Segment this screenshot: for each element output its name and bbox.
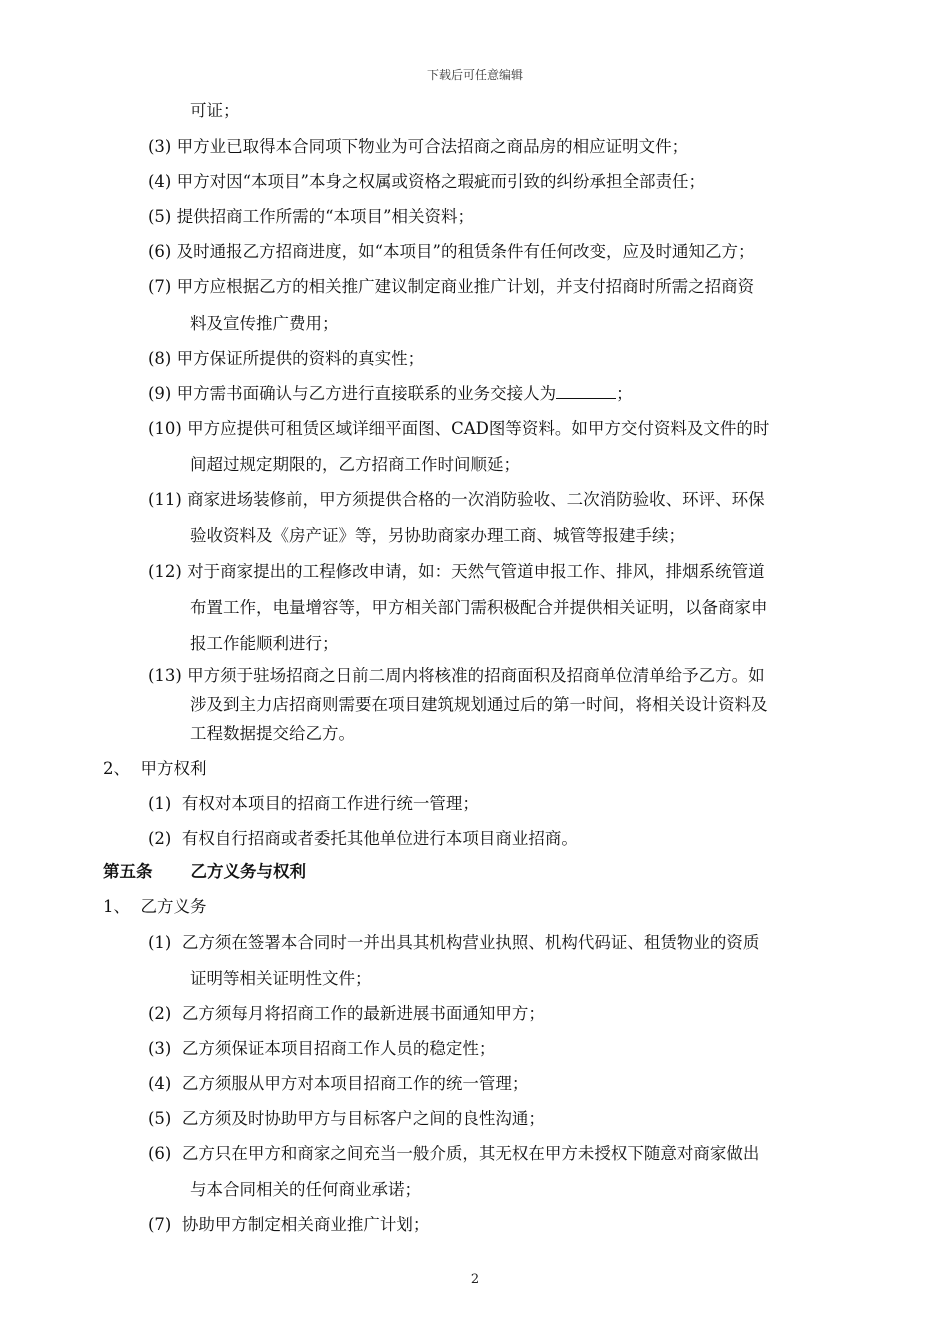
list-item	[148, 562, 765, 582]
item-text: 商家进场装修前，甲方须提供合格的一次消防验收、二次消防验收、环评、环保	[187, 490, 765, 509]
list-item	[148, 172, 705, 192]
item-continuation: 报工作能顺利进行；	[190, 634, 339, 653]
item-text: 甲方对因“本项目”本身之权属或资格之瑕疵而引致的纠纷承担全部责任；	[176, 172, 705, 191]
section-title: 乙方义务	[140, 897, 207, 916]
item-text: 及时通报乙方招商进度，如“本项目”的租赁条件有任何改变，应及时通知乙方；	[176, 242, 755, 261]
page-header: 下载后可任意编辑	[426, 68, 523, 82]
list-item	[148, 207, 474, 227]
item-text: 乙方须在签署本合同时一并出具其机构营业执照、机构代码证、租赁物业的资质	[181, 933, 760, 952]
list-item	[148, 1039, 495, 1059]
list-item	[148, 419, 769, 439]
item-number: (12)	[148, 562, 182, 581]
item-continuation: 验收资料及《房产证》等，另协助商家办理工商、城管等报建手续；	[190, 526, 685, 545]
item-text: 甲方应根据乙方的相关推广建议制定商业推广计划，并支付招商时所需之招商资	[176, 277, 755, 296]
item-number: (6)	[148, 242, 172, 261]
list-item	[148, 933, 759, 953]
article-title: 乙方义务与权利	[190, 862, 306, 881]
item-continuation: 布置工作，电量增容等，甲方相关部门需积极配合并提供相关证明，以备商家申	[190, 598, 768, 617]
item-text: 提供招商工作所需的“本项目”相关资料；	[176, 207, 474, 226]
section-title: 甲方权利	[140, 759, 207, 778]
item-continuation: 涉及到主力店招商则需要在项目建筑规划通过后的第一时间，将相关设计资料及	[190, 695, 768, 714]
section-heading	[103, 759, 207, 779]
item-number: (3)	[148, 1039, 172, 1058]
item-continuation: 料及宣传推广费用；	[190, 314, 339, 333]
item-continuation: 间超过规定期限的，乙方招商工作时间顺延；	[190, 455, 520, 474]
item-text: 乙方须服从甲方对本项目招商工作的统一管理；	[181, 1074, 529, 1093]
item-number: (9)	[148, 384, 172, 403]
item-tail: ；	[616, 384, 633, 403]
list-item	[148, 137, 688, 157]
item-number: (2)	[148, 829, 172, 848]
item-text: 乙方须保证本项目招商工作人员的稳定性；	[181, 1039, 496, 1058]
list-item	[148, 277, 754, 297]
section-number: 2、	[103, 759, 130, 778]
continued-line: 可证；	[190, 101, 240, 120]
item-text: 乙方须及时协助甲方与目标客户之间的良性沟通；	[181, 1109, 545, 1128]
item-number: (13)	[148, 666, 182, 685]
item-number: (5)	[148, 1109, 172, 1128]
list-item	[148, 829, 578, 849]
list-item	[148, 490, 765, 510]
item-number: (10)	[148, 419, 182, 438]
item-number: (4)	[148, 172, 172, 191]
item-number: (2)	[148, 1004, 172, 1023]
item-text: 甲方业已取得本合同项下物业为可合法招商之商品房的相应证明文件；	[176, 137, 689, 156]
list-item	[148, 666, 765, 686]
item-text: 乙方须每月将招商工作的最新进展书面通知甲方；	[181, 1004, 545, 1023]
fill-in-blank	[556, 384, 616, 399]
item-number: (4)	[148, 1074, 172, 1093]
page-number: 2	[470, 1272, 480, 1287]
item-text: 乙方只在甲方和商家之间充当一般介质，其无权在甲方未授权下随意对商家做出	[181, 1144, 760, 1163]
item-number: (8)	[148, 349, 172, 368]
item-text: 甲方须于驻场招商之日前二周内将核准的招商面积及招商单位清单给予乙方。如	[187, 666, 765, 685]
item-number: (1)	[148, 933, 172, 952]
item-continuation: 证明等相关证明性文件；	[190, 969, 372, 988]
list-item	[148, 794, 479, 814]
item-text: 协助甲方制定相关商业推广计划；	[181, 1215, 430, 1234]
list-item	[148, 1144, 759, 1164]
item-continuation: 与本合同相关的任何商业承诺；	[190, 1180, 421, 1199]
item-text: 有权对本项目的招商工作进行统一管理；	[181, 794, 479, 813]
item-number: (7)	[148, 277, 172, 296]
list-item	[148, 242, 755, 262]
article-heading	[103, 862, 306, 882]
list-item	[148, 349, 424, 369]
section-heading	[103, 897, 207, 917]
item-number: (5)	[148, 207, 172, 226]
item-number: (11)	[148, 490, 182, 509]
item-number: (1)	[148, 794, 172, 813]
list-item	[148, 1074, 528, 1094]
item-text: 甲方应提供可租赁区域详细平面图、CAD图等资料。如甲方交付资料及文件的时	[187, 419, 770, 438]
item-text: 对于商家提出的工程修改申请，如：天然气管道申报工作、排风，排烟系统管道	[187, 562, 765, 581]
list-item	[148, 1215, 429, 1235]
list-item	[148, 1004, 545, 1024]
item-number: (3)	[148, 137, 172, 156]
item-text: 有权自行招商或者委托其他单位进行本项目商业招商。	[181, 829, 578, 848]
list-item	[148, 384, 633, 404]
item-text: 甲方保证所提供的资料的真实性；	[176, 349, 425, 368]
list-item	[148, 1109, 545, 1129]
item-continuation: 工程数据提交给乙方。	[190, 724, 355, 743]
item-number: (7)	[148, 1215, 172, 1234]
article-number: 第五条	[103, 862, 153, 881]
item-text: 甲方需书面确认与乙方进行直接联系的业务交接人为	[176, 384, 557, 403]
section-number: 1、	[103, 897, 130, 916]
item-number: (6)	[148, 1144, 172, 1163]
